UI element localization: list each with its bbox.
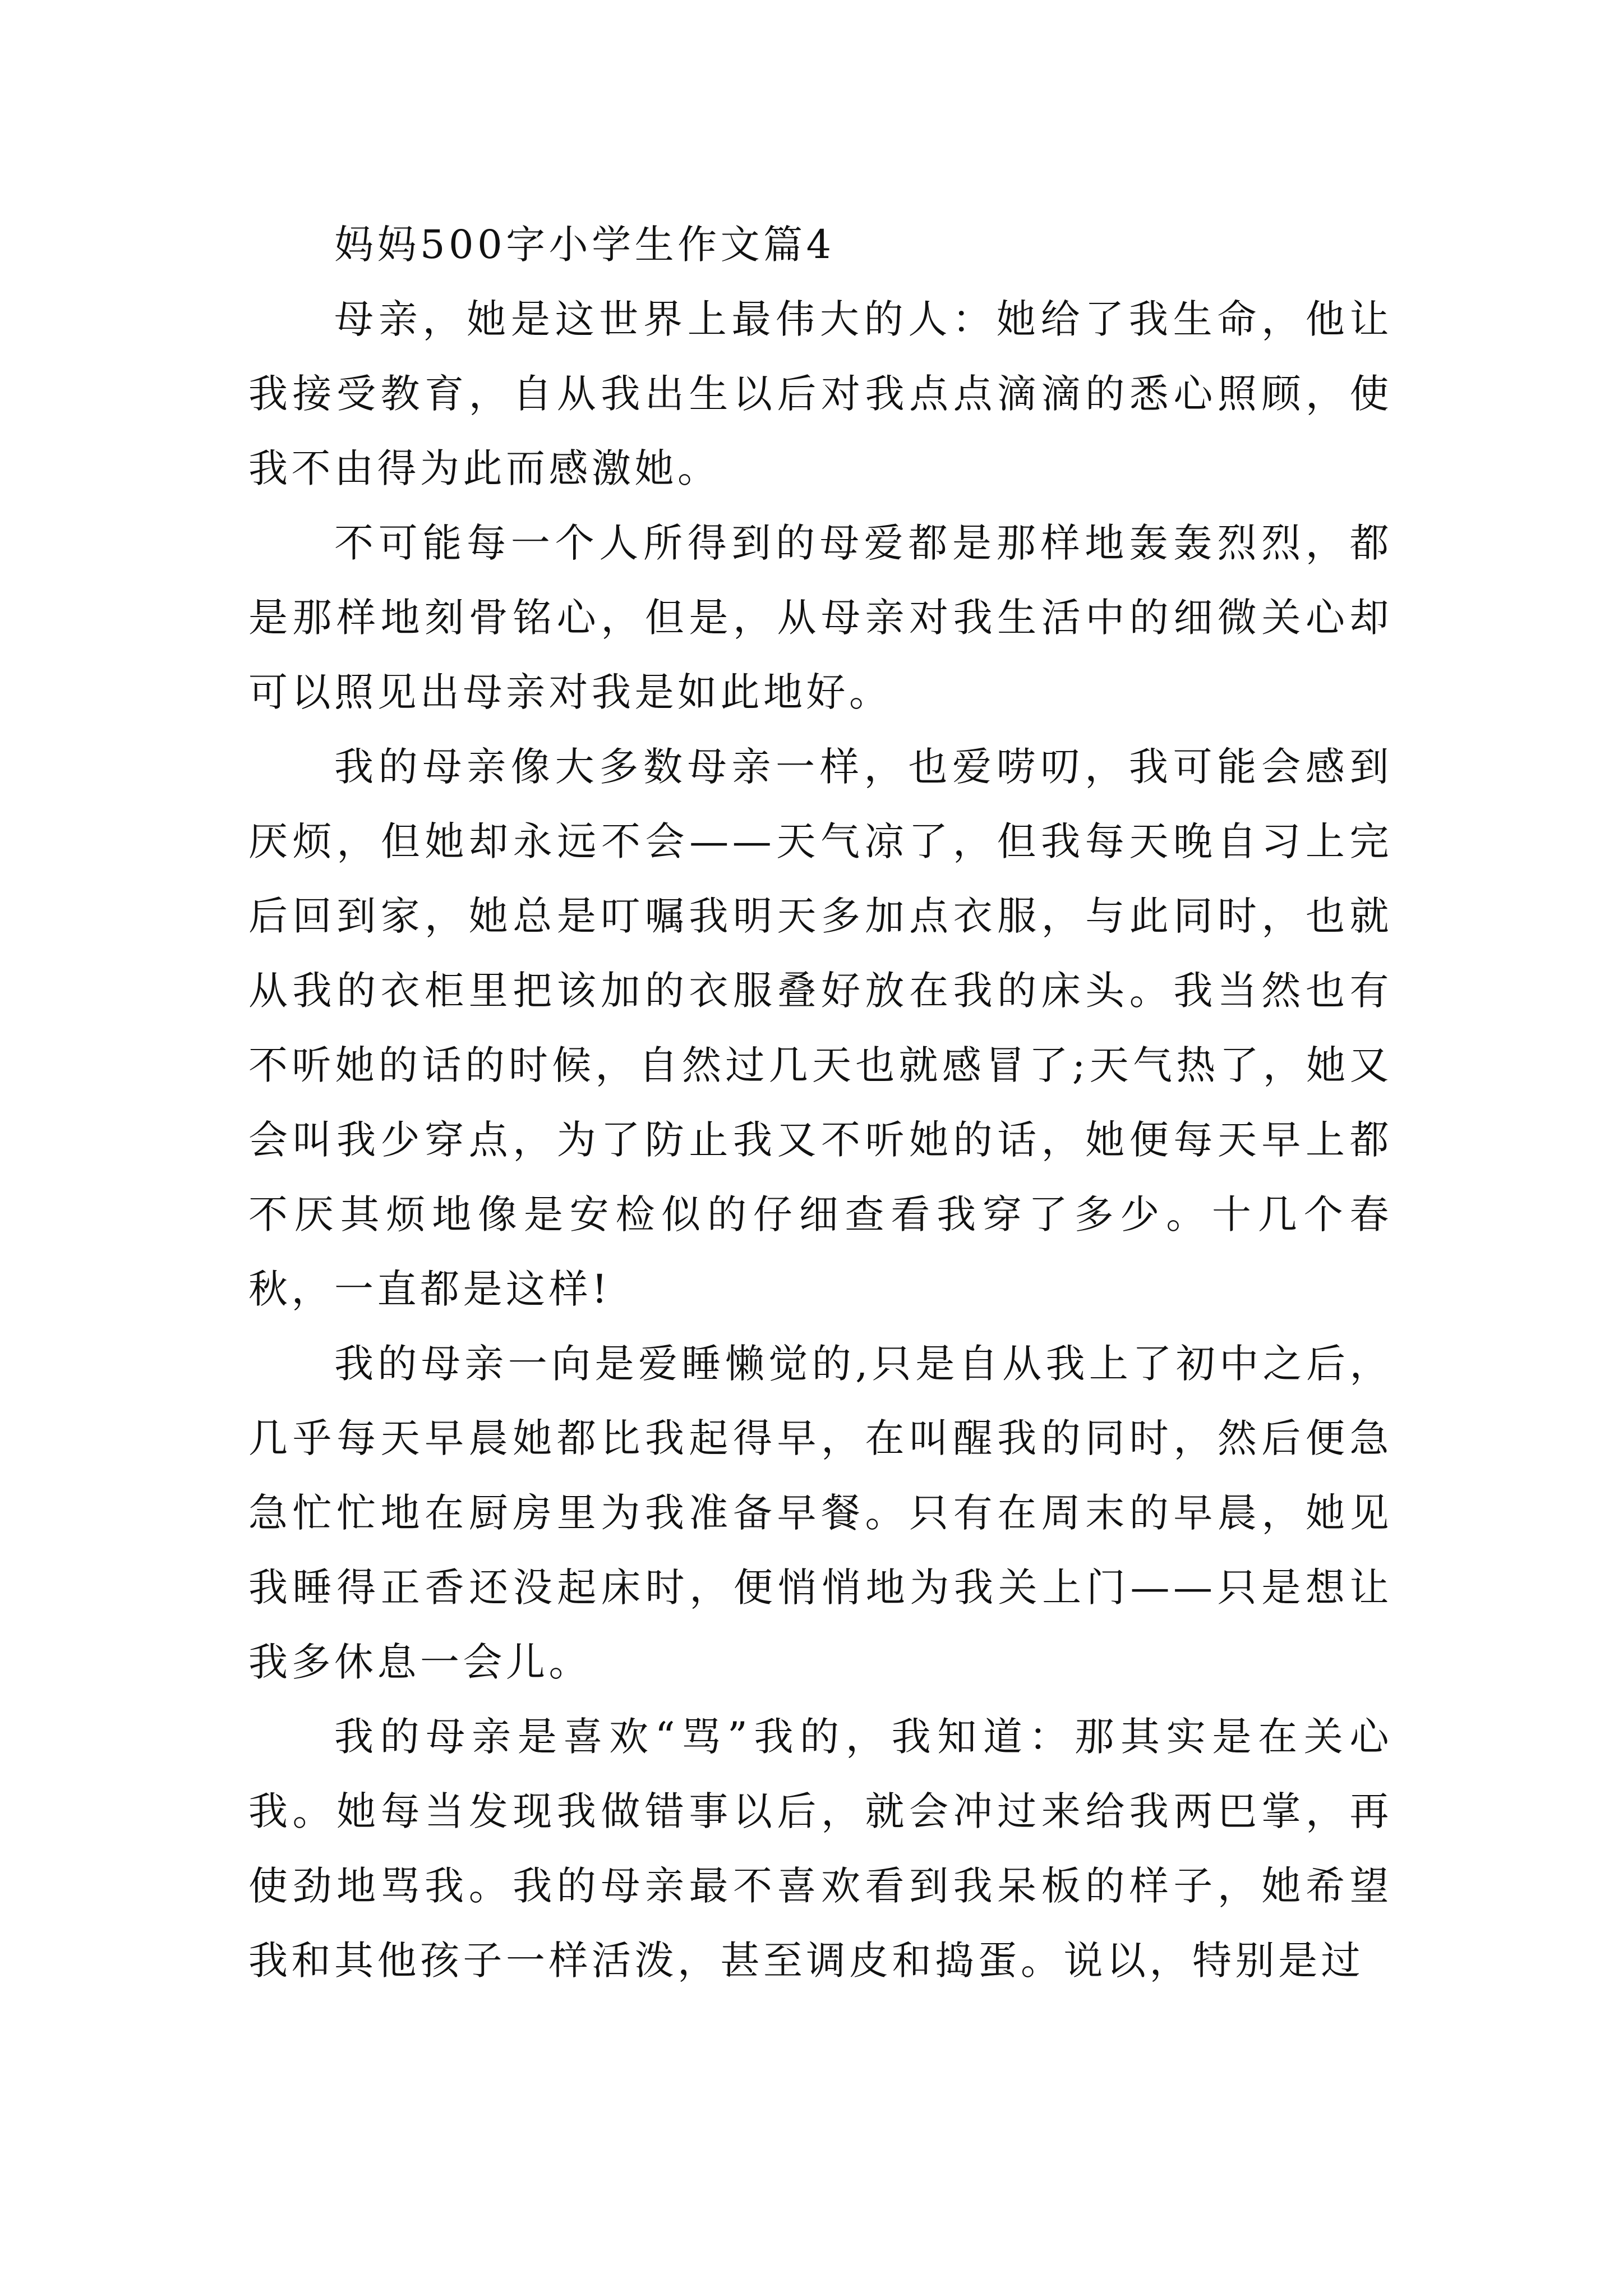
- paragraph-1: 母亲，她是这世界上最伟大的人：她给了我生命，他让我接受教育，自从我出生以后对我点点滴滴的悉心照顾，使我不由得为此而感激她。: [248, 296, 1393, 491]
- paragraph-3: 我的母亲像大多数母亲一样，也爱唠叨，我可能会感到厌烦，但她却永远不会——天气凉了，但我每天晚自习上完后回到家，她总是叮嘱我明天多加点衣服，与此同时，也就从我的衣柜里把该加的衣服叠好放在我的床头。我当然也有不听她的话的时候，自然过几天也就感冒了;天气热了，她又会叫我少穿点，为了防止我又不听她的话，她便每天早上都不厌其烦地像是安检似的仔细查看我穿了多少。十几个春秋，一直都是这样!: [248, 744, 1393, 1312]
- essay-body: [248, 208, 1393, 1998]
- essay-title: 妈妈500字小学生作文篇4: [334, 222, 835, 268]
- paragraph-2: 不可能每一个人所得到的母爱都是那样地轰轰烈烈，都是那样地刻骨铭心，但是，从母亲对我生活中的细微关心却可以照见出母亲对我是如此地好。: [248, 520, 1393, 715]
- paragraph-4: 我的母亲一向是爱睡懒觉的,只是自从我上了初中之后，几乎每天早晨她都比我起得早，在叫醒我的同时，然后便急急忙忙地在厨房里为我准备早餐。只有在周末的早晨，她见我睡得正香还没起床时，便悄悄地为我关上门——只是想让我多休息一会儿。: [248, 1341, 1393, 1685]
- paragraph-5: 我的母亲是喜欢“骂”我的，我知道：那其实是在关心我。她每当发现我做错事以后，就会冲过来给我两巴掌，再使劲地骂我。我的母亲最不喜欢看到我呆板的样子，她希望我和其他孩子一样活泼，甚至调皮和捣蛋。说以，特别是过: [248, 1714, 1393, 1984]
